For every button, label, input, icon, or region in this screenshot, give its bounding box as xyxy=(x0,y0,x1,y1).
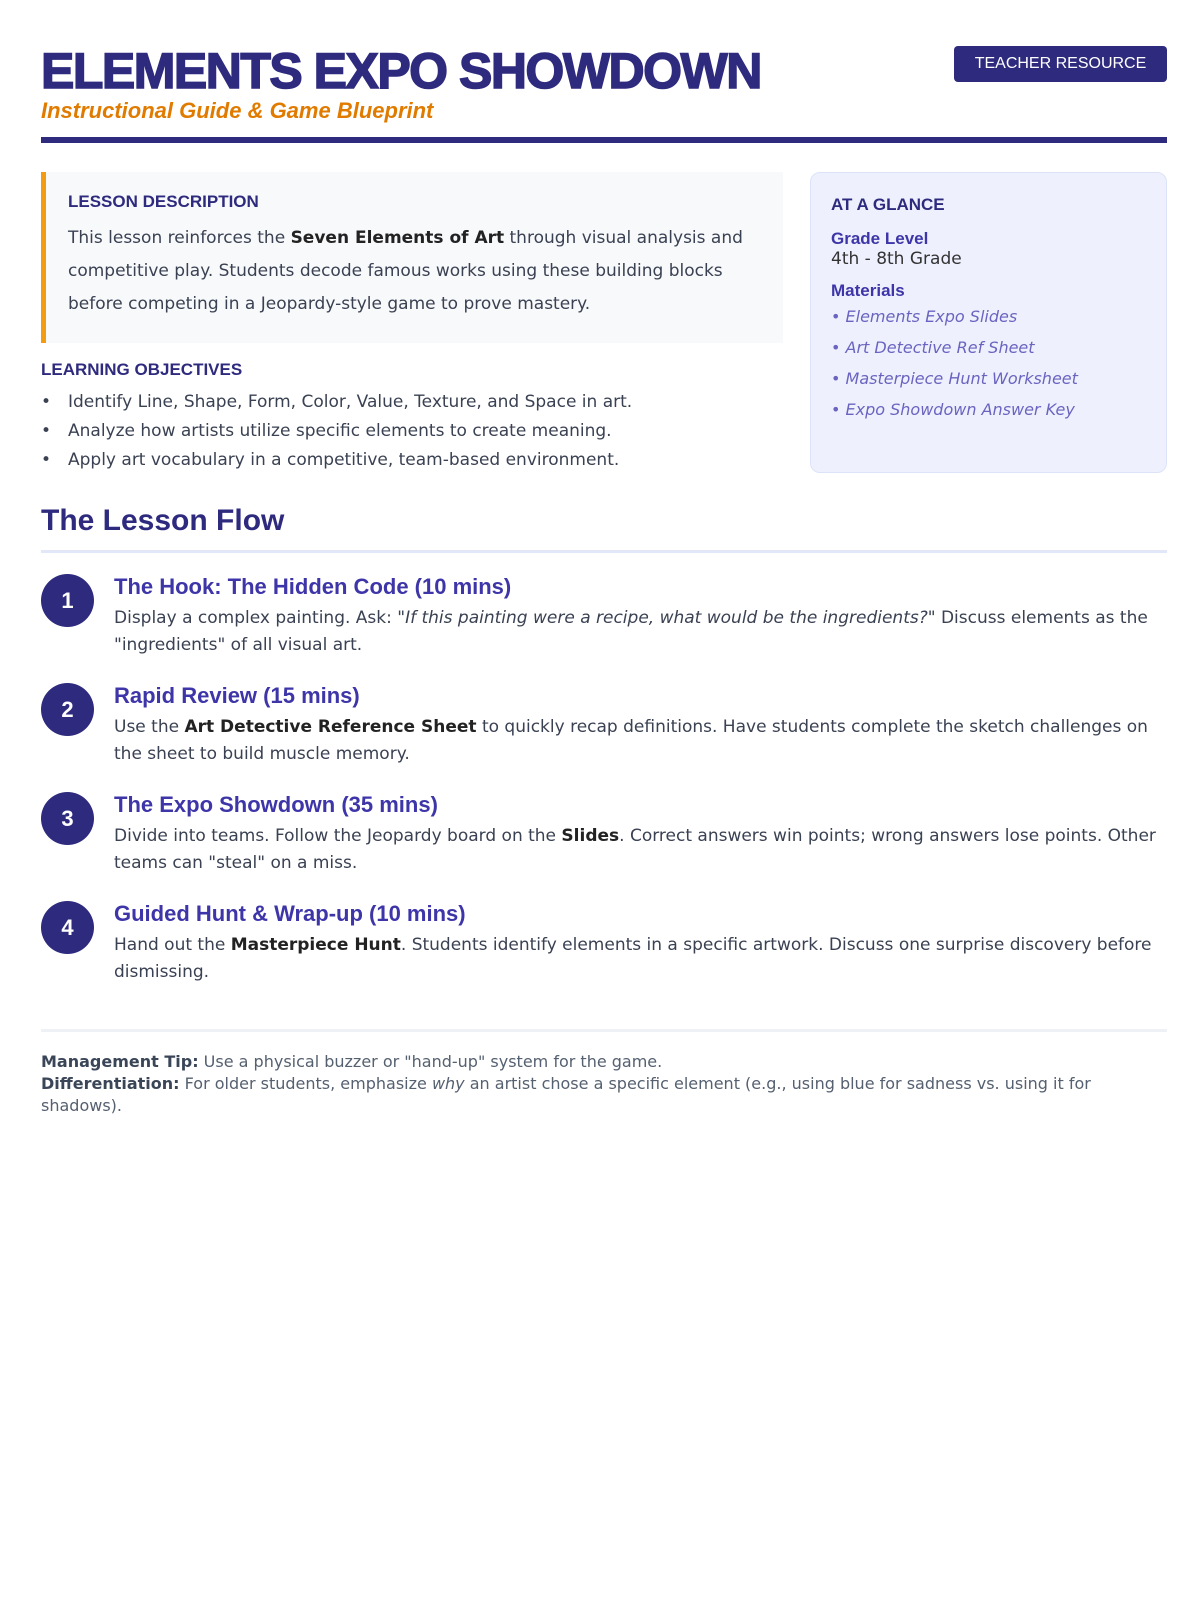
page-title: ELEMENTS EXPO SHOWDOWN xyxy=(41,43,761,99)
learning-objectives xyxy=(41,360,781,475)
objective-item: • Identify Line, Shape, Form, Color, Value, Texture, and Space in art. xyxy=(41,388,781,417)
glance-heading: AT A GLANCE xyxy=(831,195,945,214)
description-heading: LESSON DESCRIPTION xyxy=(68,192,259,211)
differentiation-note: Differentiation: For older students, emphasize why an artist chose a specific element (e.g., using blue for sadness vs. using it for shadows). xyxy=(41,1074,1091,1115)
step-title: Guided Hunt & Wrap-up (10 mins) xyxy=(114,901,466,926)
objective-item: • Analyze how artists utilize specific elements to create meaning. xyxy=(41,417,781,446)
header-divider xyxy=(41,137,1167,143)
step-title: The Expo Showdown (35 mins) xyxy=(114,792,438,817)
step-title: The Hook: The Hidden Code (10 mins) xyxy=(114,574,512,599)
footer-notes xyxy=(41,1051,1151,1117)
grade-level-label: Grade Level xyxy=(831,229,929,248)
flow-step xyxy=(41,683,1167,768)
step-number: 1 xyxy=(41,574,94,627)
lesson-flow-heading: The Lesson Flow xyxy=(41,504,285,537)
grade-level-value: 4th - 8th Grade xyxy=(831,249,962,269)
step-number: 2 xyxy=(41,683,94,736)
footer-divider xyxy=(41,1029,1167,1032)
flow-step xyxy=(41,574,1167,659)
materials-label: Materials xyxy=(831,281,905,300)
material-item: • Art Detective Ref Sheet xyxy=(831,338,1035,357)
flow-step xyxy=(41,792,1167,877)
step-title: Rapid Review (15 mins) xyxy=(114,683,360,708)
step-description: Use the Art Detective Reference Sheet to quickly recap definitions. Have students complete the sketch challenges on the sheet to build muscle memory. xyxy=(114,717,1148,764)
page-subtitle: Instructional Guide & Game Blueprint xyxy=(41,98,434,123)
material-item: • Masterpiece Hunt Worksheet xyxy=(831,369,1078,388)
step-number: 3 xyxy=(41,792,94,845)
material-item: • Elements Expo Slides xyxy=(831,307,1018,326)
material-item: • Expo Showdown Answer Key xyxy=(831,400,1075,419)
step-number: 4 xyxy=(41,901,94,954)
description-text: This lesson reinforces the Seven Elements of Art through visual analysis and competitive play. Students decode famous works using these building blocks before competing in a Jeopardy-style game to prove mastery. xyxy=(68,228,743,314)
lesson-description-box xyxy=(41,172,783,343)
objective-item: • Apply art vocabulary in a competitive, team-based environment. xyxy=(41,446,781,475)
objectives-heading: LEARNING OBJECTIVES xyxy=(41,360,243,379)
teacher-resource-badge: TEACHER RESOURCE xyxy=(954,46,1167,82)
step-description: Display a complex painting. Ask: "If this painting were a recipe, what would be the ingredients?" Discuss elements as the "ingredients" of all visual art. xyxy=(114,608,1148,655)
flow-step xyxy=(41,901,1167,986)
step-description: Hand out the Masterpiece Hunt. Students identify elements in a specific artwork. Discuss one surprise discovery before dismissing. xyxy=(114,935,1152,982)
at-a-glance-box xyxy=(810,172,1167,473)
flow-divider xyxy=(41,550,1167,553)
management-tip: Management Tip: Use a physical buzzer or "hand-up" system for the game. xyxy=(41,1052,663,1071)
step-description: Divide into teams. Follow the Jeopardy board on the Slides. Correct answers win points; wrong answers lose points. Other teams can "steal" on a miss. xyxy=(114,826,1156,873)
